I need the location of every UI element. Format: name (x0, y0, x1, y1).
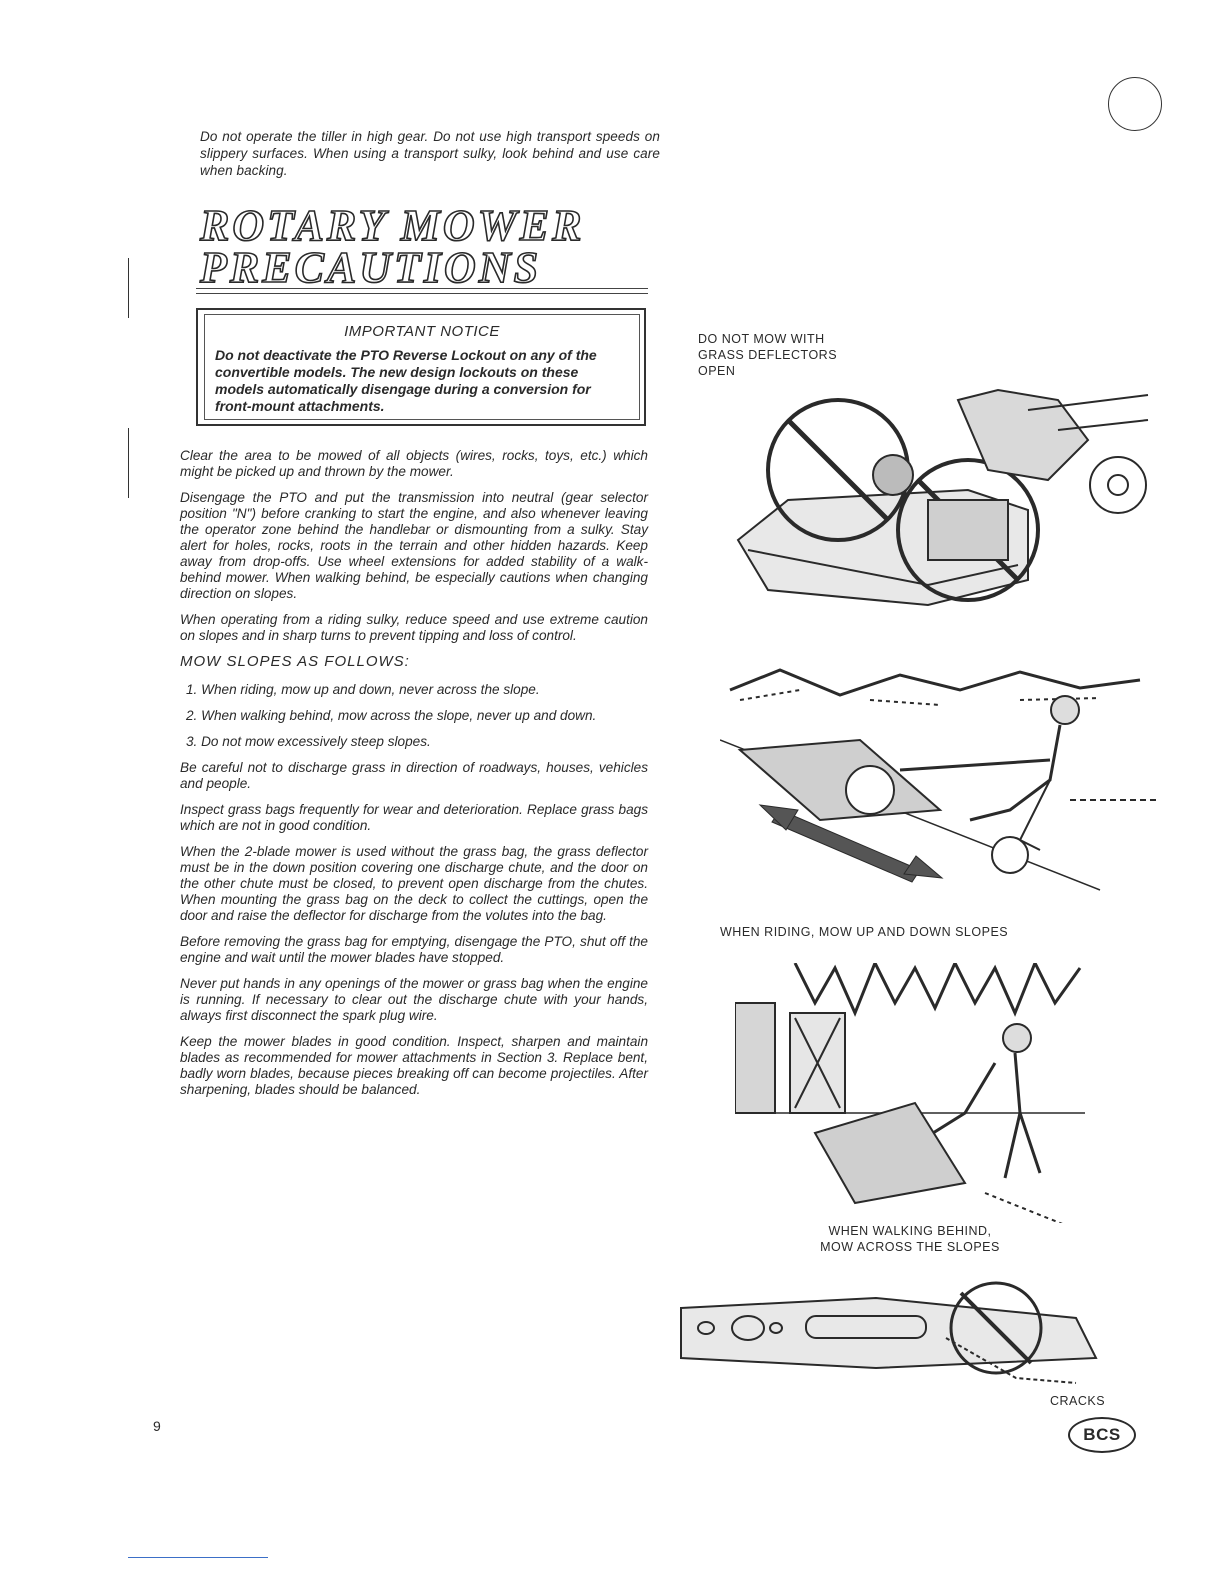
illustration-walking-slope (735, 963, 1085, 1223)
paragraph-discharge-direction: Be careful not to discharge grass in direction of roadways, houses, vehicles and people. (180, 760, 648, 791)
caption-grass-deflectors (698, 331, 837, 379)
title-rule-2 (196, 293, 648, 294)
slope-step-3: 3. Do not mow excessively steep slopes. (186, 734, 431, 749)
bottom-divider (128, 1557, 268, 1558)
caption-line: DO NOT MOW WITH (698, 332, 825, 346)
paragraph-clear-area: Clear the area to be mowed of all objects (wires, rocks, toys, etc.) which might be picked up and thrown by the mower. (180, 448, 648, 479)
caption-line: OPEN (698, 364, 736, 378)
margin-change-bar (128, 428, 129, 498)
slope-step-2: 2. When walking behind, mow across the slope, never up and down. (186, 708, 597, 723)
paragraph-removing-grass-bag: Before removing the grass bag for emptying, disengage the PTO, shut off the engine and wait until the mower blades have stopped. (180, 934, 648, 965)
notice-title: IMPORTANT NOTICE (344, 323, 500, 340)
paragraph-grass-bags: Inspect grass bags frequently for wear and deterioration. Replace grass bags which are not in good condition. (180, 802, 648, 833)
notice-text: Do not deactivate the PTO Reverse Lockout on any of the convertible models. The new design lockouts on these models automatically disengage during a conversion for front-mount attachments. (215, 347, 597, 414)
margin-change-bar (128, 258, 129, 318)
illustration-deflectors-open (728, 380, 1168, 620)
illustration-cracked-blade (676, 1278, 1116, 1398)
paragraph-riding-sulky: When operating from a riding sulky, reduce speed and use extreme caution on slopes and in sharp turns to prevent tipping and loss of control. (180, 612, 648, 643)
paragraph-disengage-pto: Disengage the PTO and put the transmission into neutral (gear selector position "N") before cranking to start the engine, and also whenever leaving the operator zone behind the handlebar or dismounting from a sulky. Stay alert for holes, rocks, roots in the terrain and other hidden hazards. Keep away from drop-offs. Use wheel extensions for added stability of a walk-behind mower. When walking behind, be especially cautions when changing direction on slopes. (180, 490, 648, 601)
caption-riding: WHEN RIDING, MOW UP AND DOWN SLOPES (720, 925, 1009, 939)
intro-paragraph: Do not operate the tiller in high gear. Do not use high transport speeds on slippery surfaces. When using a transport sulky, look behind and use care when backing. (200, 129, 660, 178)
title-line-2: PRECAUTIONS (200, 243, 542, 292)
bcs-logo: BCS (1068, 1417, 1136, 1453)
caption-line: WHEN WALKING BEHIND, (828, 1224, 992, 1238)
title-line-1: ROTARY MOWER (200, 201, 585, 250)
caption-line: GRASS DEFLECTORS (698, 348, 838, 362)
slopes-heading: MOW SLOPES AS FOLLOWS: (180, 653, 410, 670)
notice-inner-frame (204, 314, 640, 420)
corner-circle-mark (1108, 77, 1162, 131)
illustration-riding-slope (720, 660, 1160, 915)
caption-walking (790, 1223, 1030, 1255)
paragraph-two-blade-mower: When the 2-blade mower is used without the grass bag, the grass deflector must be in the down position covering one discharge chute, and the door on the other chute must be closed, to prevent open discharge from the chutes. When mounting the grass bag on the deck to collect the cuttings, open the door and raise the deflector for discharge from the volutes into the bag. (180, 844, 648, 923)
important-notice-box (196, 308, 646, 426)
precautions-body (180, 448, 648, 1108)
title-rule (196, 288, 648, 289)
paragraph-hands-openings: Never put hands in any openings of the mower or grass bag when the engine is running. If necessary to clear out the discharge chute with your hands, always first disconnect the spark plug wire. (180, 976, 648, 1023)
page-title (200, 201, 640, 292)
slope-step-1: 1. When riding, mow up and down, never across the slope. (186, 682, 540, 697)
page-number: 9 (153, 1418, 161, 1434)
caption-line: MOW ACROSS THE SLOPES (820, 1240, 1000, 1254)
paragraph-mower-blades: Keep the mower blades in good condition. Inspect, sharpen and maintain blades as recommended for mower attachments in Section 3. Replace bent, badly worn blades, because pieces breaking off can become projectiles. After sharpening, blades should be balanced. (180, 1034, 648, 1097)
caption-cracks: CRACKS (1050, 1394, 1106, 1408)
